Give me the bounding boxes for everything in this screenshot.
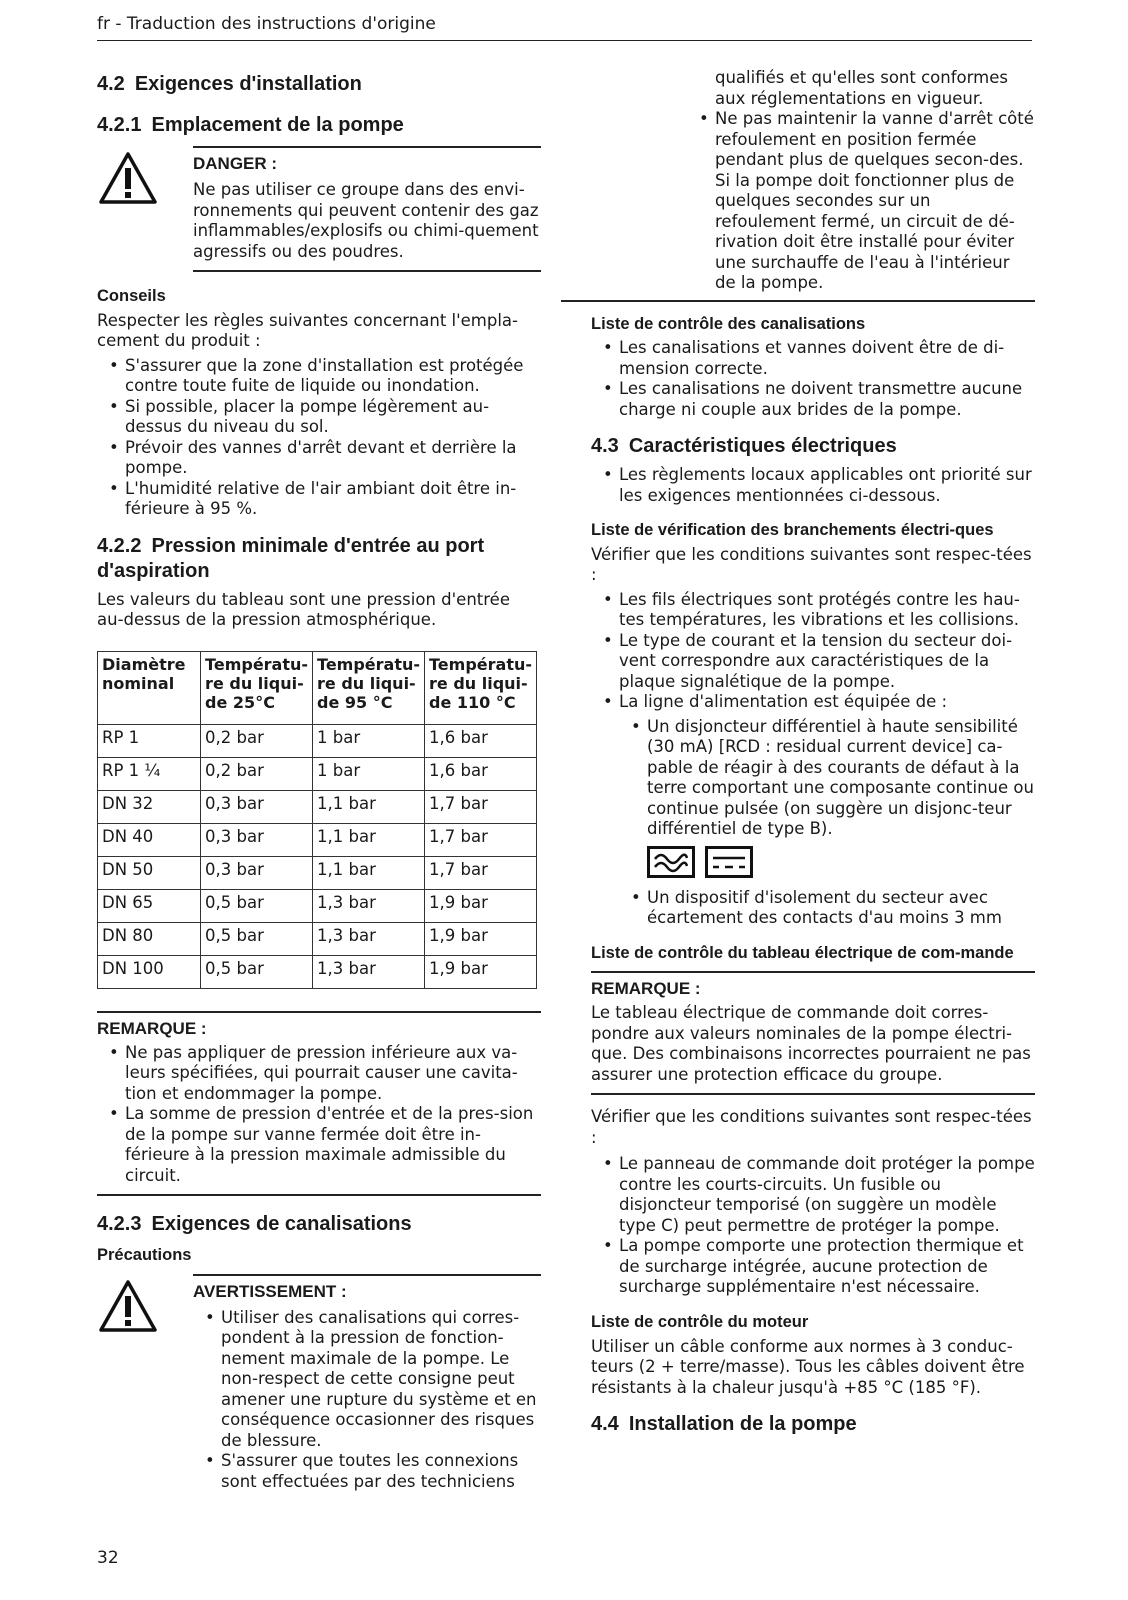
- table-row: [98, 955, 537, 988]
- canalisations-checklist-heading: Liste de contrôle des canalisations: [591, 314, 866, 333]
- danger-notice: [97, 146, 541, 272]
- right-column: [591, 68, 1035, 1443]
- avertissement-list: [193, 1308, 541, 1493]
- remarque-box-2: [591, 971, 1035, 1095]
- table-header-cell: Températu-re du liqui-de 25°C: [201, 651, 313, 724]
- table-cell: 1 bar: [313, 757, 425, 790]
- section-number: 4.2.2: [97, 534, 142, 557]
- list-item: • Les canalisations et vannes doivent être de di-mension correcte.: [591, 338, 1035, 379]
- branchements-sublist: [591, 717, 1035, 840]
- section-number: 4.4: [591, 1413, 619, 1435]
- table-cell: 1,7 bar: [425, 790, 537, 823]
- table-header-cell: Températu-re du liqui-de 110 °C: [425, 651, 537, 724]
- electrical-list: [591, 465, 1035, 506]
- table-cell: DN 32: [98, 790, 201, 823]
- warning-triangle-icon: [97, 146, 193, 272]
- list-item: • La ligne d'alimentation est équipée de :: [591, 692, 1035, 713]
- ac-current-icon: [647, 846, 695, 882]
- avertissement-cont-list: [715, 109, 1035, 294]
- list-item: • Le panneau de commande doit protéger la pompe contre les courts-circuits. Un fusible ou disjoncteur temporisé (on suggère un modèle type C) peut permettre de protéger la pompe.: [591, 1154, 1035, 1236]
- table-cell: 0,3 bar: [201, 790, 313, 823]
- table-cell: 1,3 bar: [313, 922, 425, 955]
- conseils-intro: Respecter les règles suivantes concernant l'empla-cement du produit :: [97, 310, 518, 351]
- table-row: [98, 757, 537, 790]
- table-cell: 0,3 bar: [201, 823, 313, 856]
- section-title: Pression minimale d'entrée au port d'aspiration: [97, 534, 485, 582]
- avertissement-cont-text: qualifiés et qu'elles sont conformes aux réglementations en vigueur.: [715, 68, 1008, 108]
- table-cell: 0,5 bar: [201, 922, 313, 955]
- table-cell: 0,2 bar: [201, 724, 313, 757]
- conseils-heading: Conseils: [97, 287, 166, 305]
- dc-current-icon: [705, 846, 753, 882]
- running-header: fr - Traduction des instructions d'origine: [97, 14, 1032, 41]
- table-header-row: [98, 651, 537, 724]
- table-cell: RP 1: [98, 724, 201, 757]
- section-4-2-3-heading: [97, 1212, 541, 1237]
- electrical-symbols: [647, 846, 1035, 882]
- list-item: • Prévoir des vannes d'arrêt devant et derrière la pompe.: [97, 438, 541, 479]
- table-cell: 1,1 bar: [313, 856, 425, 889]
- remarque-text: Le tableau électrique de commande doit corres-pondre aux valeurs nominales de la pompe électri-que. Des combinaisons incorrectes pourraient ne pas assurer une protection efficace du groupe.: [591, 1003, 1031, 1084]
- table-cell: 1,1 bar: [313, 790, 425, 823]
- list-item: • La somme de pression d'entrée et de la pres-sion de la pompe sur vanne fermée doit être in-férieure à la pression maximale admissible du circuit.: [97, 1104, 541, 1186]
- table-cell: 1,9 bar: [425, 922, 537, 955]
- table-cell: 1,3 bar: [313, 889, 425, 922]
- table-cell: DN 100: [98, 955, 201, 988]
- table-cell: DN 80: [98, 922, 201, 955]
- list-item: • Les règlements locaux applicables ont priorité sur les exigences mentionnées ci-dessous.: [591, 465, 1035, 506]
- branchements-list: [591, 590, 1035, 713]
- section-4-3-heading: [591, 434, 1035, 459]
- table-cell: 0,3 bar: [201, 856, 313, 889]
- table-row: [98, 823, 537, 856]
- table-row: [98, 724, 537, 757]
- table-cell: 1,6 bar: [425, 724, 537, 757]
- list-item: • La pompe comporte une protection thermique et de surcharge intégrée, aucune protection de surcharge supplémentaire n'est nécessaire.: [591, 1236, 1035, 1298]
- tableau-checklist-heading: Liste de contrôle du tableau électrique de com-mande: [591, 943, 1014, 962]
- table-header-cell: Températu-re du liqui-de 95 °C: [313, 651, 425, 724]
- table-cell: 1,6 bar: [425, 757, 537, 790]
- pressure-table: [97, 651, 537, 989]
- section-4-4-heading: [591, 1412, 1035, 1437]
- section-title: Emplacement de la pompe: [151, 114, 404, 136]
- table-row: [98, 889, 537, 922]
- table-header-cell: Diamètre nominal: [98, 651, 201, 724]
- avertissement-body: [193, 1274, 541, 1501]
- remarque-list: [97, 1043, 541, 1187]
- avertissement-title: AVERTISSEMENT :: [193, 1281, 347, 1301]
- avertissement-continued: [561, 68, 1035, 302]
- pressure-intro: Les valeurs du tableau sont une pression d'entrée au-dessus de la pression atmosphérique.: [97, 589, 510, 630]
- list-item: • S'assurer que toutes les connexions sont effectuées par des techniciens: [193, 1451, 541, 1492]
- table-cell: 1,7 bar: [425, 856, 537, 889]
- list-item: • Le type de courant et la tension du secteur doi-vent correspondre aux caractéristiques de la plaque signalétique de la pompe.: [591, 631, 1035, 693]
- danger-title: DANGER :: [193, 154, 278, 173]
- tableau-intro: Vérifier que les conditions suivantes sont respec-tées :: [591, 1107, 1032, 1147]
- table-cell: 1,9 bar: [425, 889, 537, 922]
- list-item: • L'humidité relative de l'air ambiant doit être in-férieure à 95 %.: [97, 479, 541, 520]
- section-number: 4.3: [591, 435, 619, 458]
- danger-text: Ne pas utiliser ce groupe dans des envi-ronnements qui peuvent contenir des gaz inflammables/explosifs ou chimi-quement agressifs ou des poudres.: [193, 180, 539, 261]
- section-title: Exigences d'installation: [134, 73, 362, 95]
- avertissement-notice: [97, 1274, 541, 1501]
- page-number: 32: [97, 1548, 119, 1568]
- table-row: [98, 856, 537, 889]
- branchements-intro: Vérifier que les conditions suivantes sont respec-tées :: [591, 544, 1032, 585]
- list-item: • Un dispositif d'isolement du secteur avec écartement des contacts d'au moins 3 mm: [591, 888, 1035, 929]
- table-cell: 0,5 bar: [201, 889, 313, 922]
- list-item: • Un disjoncteur différentiel à haute sensibilité (30 mA) [RCD : residual current device] ca-pable de réagir à des courants de défaut à la terre comportant une composante continue ou continue pulsée (on suggère un disjonc-teur différentiel de type B).: [591, 717, 1035, 840]
- list-item: • Ne pas appliquer de pression inférieure aux va-leurs spécifiées, qui pourrait causer une cavita-tion et endommager la pompe.: [97, 1043, 541, 1105]
- danger-body: [193, 146, 541, 272]
- list-item: • Les canalisations ne doivent transmettre aucune charge ni couple aux brides de la pompe.: [591, 379, 1035, 420]
- table-row: [98, 790, 537, 823]
- list-item: • Utiliser des canalisations qui corres-pondent à la pression de fonction-nement maximale de la pompe. Le non-respect de cette consigne peut amener une rupture du système et en conséquence occasionner des risques de blessure.: [193, 1308, 541, 1452]
- table-cell: RP 1 ¼: [98, 757, 201, 790]
- list-item: • S'assurer que la zone d'installation est protégée contre toute fuite de liquide ou inondation.: [97, 356, 541, 397]
- table-cell: DN 65: [98, 889, 201, 922]
- table-cell: 1,7 bar: [425, 823, 537, 856]
- table-row: [98, 922, 537, 955]
- conseils-list: [97, 356, 541, 520]
- precautions-heading: Précautions: [97, 1246, 192, 1265]
- section-number: 4.2: [97, 73, 125, 95]
- branchements-checklist-heading: Liste de vérification des branchements électri-ques: [591, 521, 994, 540]
- canalisations-list: [591, 338, 1035, 420]
- table-cell: 1,9 bar: [425, 955, 537, 988]
- list-item: • Les fils électriques sont protégés contre les hau-tes températures, les vibrations et les collisions.: [591, 590, 1035, 631]
- table-cell: 1,1 bar: [313, 823, 425, 856]
- moteur-text: Utiliser un câble conforme aux normes à 3 conduc-teurs (2 + terre/masse). Tous les câbles doivent être résistants à la chaleur jusqu'à +85 °C (185 °F).: [591, 1336, 1025, 1397]
- table-cell: DN 40: [98, 823, 201, 856]
- table-cell: 1,3 bar: [313, 955, 425, 988]
- tableau-list: [591, 1154, 1035, 1298]
- section-number: 4.2.1: [97, 114, 142, 136]
- table-cell: DN 50: [98, 856, 201, 889]
- remarque-box: [97, 1011, 541, 1197]
- section-4-2-heading: [97, 72, 541, 97]
- remarque-title: REMARQUE :: [97, 1018, 207, 1038]
- section-4-2-2-heading: [97, 534, 541, 584]
- table-cell: 1 bar: [313, 724, 425, 757]
- section-title: Exigences de canalisations: [151, 1213, 412, 1236]
- table-cell: 0,2 bar: [201, 757, 313, 790]
- warning-triangle-icon: [97, 1274, 193, 1501]
- list-item: • Ne pas maintenir la vanne d'arrêt côté refoulement en position fermée pendant plus de quelques secon-des. Si la pompe doit fonctionner plus de quelques secondes sur un refoulement fermé, un circuit de dé-rivation doit être installé pour éviter une surchauffe de l'eau à l'intérieur de la pompe.: [687, 109, 1035, 294]
- section-title: Installation de la pompe: [628, 1413, 857, 1435]
- moteur-checklist-heading: Liste de contrôle du moteur: [591, 1312, 809, 1331]
- section-title: Caractéristiques électriques: [628, 435, 897, 458]
- branchements-sublist-2: [591, 888, 1035, 929]
- remarque-title: REMARQUE :: [591, 979, 701, 999]
- left-column: [97, 60, 541, 1500]
- section-number: 4.2.3: [97, 1213, 142, 1236]
- table-cell: 0,5 bar: [201, 955, 313, 988]
- section-4-2-1-heading: [97, 113, 541, 138]
- list-item: • Si possible, placer la pompe légèrement au-dessus du niveau du sol.: [97, 397, 541, 438]
